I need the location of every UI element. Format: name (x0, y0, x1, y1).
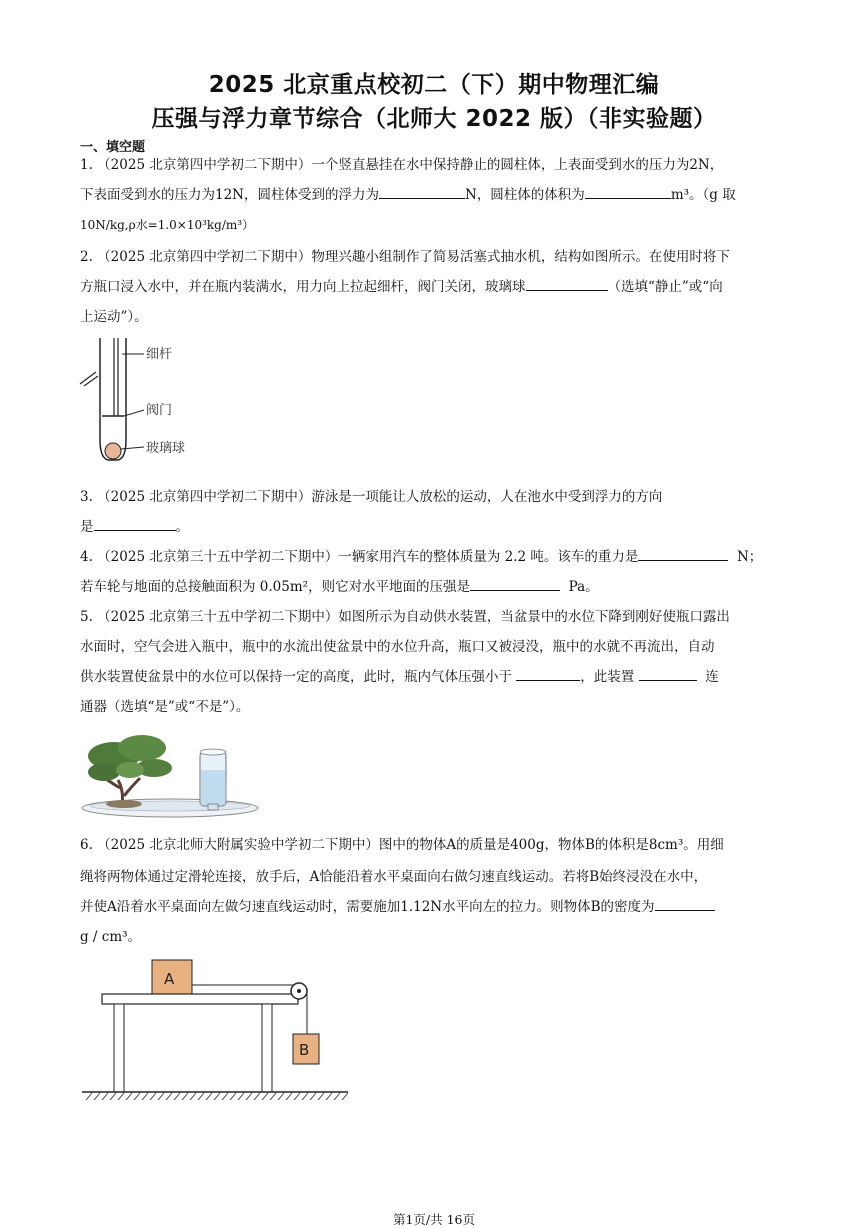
section-heading: 一、填空题 (80, 140, 146, 155)
block-a-label: A (164, 970, 175, 988)
q5-line-2: 水面时，空气会进入瓶中，瓶中的水流出使盆景中的水位升高，瓶口又被浸没，瓶中的水就不再流出，自动 (80, 639, 715, 655)
q4-line-2: 若车轮与地面的总接触面积为 0.05m²，则它对水平地面的压强是 Pa。 (80, 579, 599, 595)
q6-line-2: 绳将两物体通过定滑轮连接，放手后，A恰能沿着水平桌面向右做匀速直线运动。若将B始终浸没在水中， (80, 869, 708, 885)
page-title: 2025 北京重点校初二（下）期中物理汇编 (208, 72, 660, 98)
page-subtitle: 压强与浮力章节综合（北师大 2022 版）（非实验题） (151, 106, 717, 132)
q6-blank[interactable] (655, 898, 715, 911)
q1-blank-1[interactable] (379, 186, 465, 199)
q4-line-1: 4. （2025 北京第三十五中学初二下期中）一辆家用汽车的整体质量为 2.2 吨。该车的重力是 N； (80, 549, 763, 565)
q5-line-3: 供水装置使盆景中的水位可以保持一定的高度，此时，瓶内气体压强小于 ，此装置 连 (80, 669, 719, 685)
q2-line-2: 方瓶口浸入水中，并在瓶内装满水，用力向上拉起细杆，阀门关闭，玻璃球 （选填“静止”或“向 (80, 279, 723, 295)
q5-blank-2[interactable] (639, 668, 697, 681)
label-rod: 细杆 (146, 347, 173, 362)
q1-line-1: 1. （2025 北京第四中学初二下期中）一个竖直悬挂在水中保持静止的圆柱体，上表面受到水的压力为2N， (80, 157, 724, 173)
q5-line-4: 通器（选填“是”或“不是”）。 (80, 699, 250, 715)
q4-blank-1[interactable] (638, 548, 728, 561)
q1-blank-2[interactable] (585, 186, 671, 199)
q2-line-3: 上运动”）。 (80, 309, 148, 325)
q3-blank[interactable] (94, 518, 176, 531)
q6-line-4: g / cm³。 (80, 929, 142, 945)
q2-line-1: 2. （2025 北京第四中学初二下期中）物理兴趣小组制作了简易活塞式抽水机，结构如图所示。在使用时将下 (80, 249, 730, 265)
block-b-label: B (299, 1041, 310, 1059)
q1-line-2: 下表面受到水的压力为12N，圆柱体受到的浮力为 N，圆柱体的体积为 m³。（g 取 (80, 187, 736, 203)
q6-line-1: 6. （2025 北京北师大附属实验中学初二下期中）图中的物体A的质量是400g，物体B的体积是8cm³。用细 (80, 837, 724, 853)
label-glass-ball: 玻璃球 (146, 441, 186, 456)
pulley-figure (80, 956, 350, 1102)
q6-line-3: 并使A沿着水平桌面向左做匀速直线运动时，需要施加1.12N水平向左的拉力。则物体B的密度为 (80, 898, 715, 916)
pump-figure (78, 336, 218, 476)
label-valve: 阀门 (146, 403, 173, 418)
q5-blank-1[interactable] (516, 668, 580, 681)
q5-line-1: 5. （2025 北京第三十五中学初二下期中）如图所示为自动供水装置，当盆景中的水位下降到刚好使瓶口露出 (80, 609, 730, 625)
bonsai-figure (80, 730, 270, 822)
q2-blank[interactable] (526, 278, 608, 291)
page-footer: 第1页/共 16页 (392, 1212, 476, 1227)
q3-line-1: 3. （2025 北京第四中学初二下期中）游泳是一项能让人放松的运动，人在池水中受到浮力的方向 (80, 489, 663, 505)
q1-line-3: 10N/kg,ρ水=1.0×10³kg/m³） (80, 218, 255, 232)
q3-line-2: 是 。 (80, 519, 189, 535)
q4-blank-2[interactable] (470, 578, 560, 591)
